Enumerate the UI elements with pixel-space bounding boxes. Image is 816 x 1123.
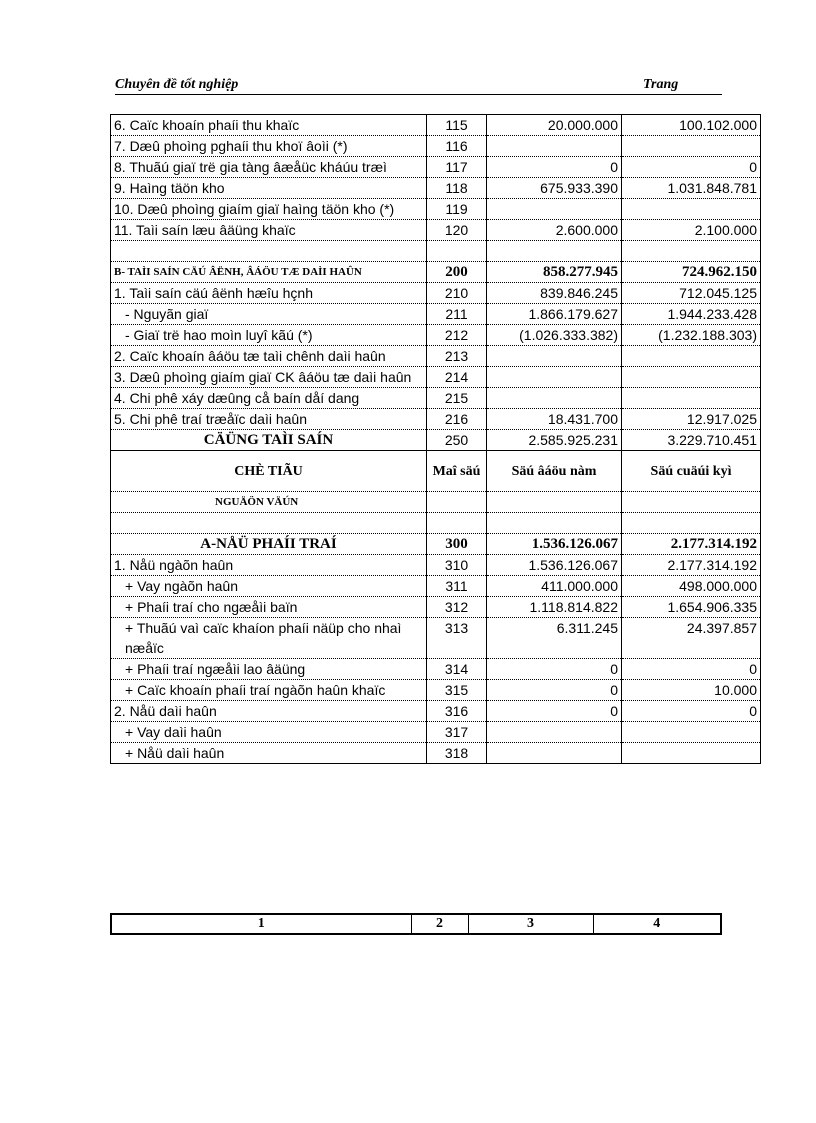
total-assets-row xyxy=(111,430,761,451)
column-number-table xyxy=(110,913,722,935)
row-code: 116 xyxy=(427,136,487,157)
table-row xyxy=(111,220,761,241)
blank-row xyxy=(111,241,761,262)
row-code: 212 xyxy=(427,325,487,346)
balance-sheet-table xyxy=(110,114,761,764)
blank-row xyxy=(111,513,761,534)
row-label: + Thuãú vaì caïc khaíon phaíi näüp cho nhaì næåïc xyxy=(111,618,427,659)
section-heading-row xyxy=(111,492,761,513)
row-start-value: 411.000.000 xyxy=(487,576,622,597)
row-end-value: 498.000.000 xyxy=(622,576,761,597)
row-code: 117 xyxy=(427,157,487,178)
row-start-value xyxy=(487,346,622,367)
table-row xyxy=(111,304,761,325)
row-code: 211 xyxy=(427,304,487,325)
section-b-row xyxy=(111,262,761,283)
row-end-value: 100.102.000 xyxy=(622,115,761,136)
row-label: 4. Chi phê xáy dæûng cå baín dåí dang xyxy=(111,388,427,409)
row-label: 8. Thuãú giaï trë gia tàng âæåüc kháúu træì xyxy=(111,157,427,178)
row-label: + Nåü daìi haûn xyxy=(111,743,427,764)
column-header-row xyxy=(111,451,761,492)
row-start-value xyxy=(487,388,622,409)
row-end-value xyxy=(622,199,761,220)
row-start-value xyxy=(487,722,622,743)
row-start-value: 839.846.245 xyxy=(487,283,622,304)
table-row xyxy=(111,136,761,157)
header-start: Säú âáöu nàm xyxy=(487,451,622,492)
row-start-value xyxy=(487,199,622,220)
row-code: 118 xyxy=(427,178,487,199)
row-label: + Vay daìi haûn xyxy=(111,722,427,743)
row-end-value xyxy=(622,722,761,743)
row-label: 7. Dæû phoìng pghaíi thu khoï âoìi (*) xyxy=(111,136,427,157)
row-end-value: 1.944.233.428 xyxy=(622,304,761,325)
row-start-value: 0 xyxy=(487,701,622,722)
row-code: 214 xyxy=(427,367,487,388)
row-end-value: 0 xyxy=(622,701,761,722)
row-end-value: 0 xyxy=(622,157,761,178)
row-label: 1. Taìi saín cäú âënh hæîu hçnh xyxy=(111,283,427,304)
table-row xyxy=(111,115,761,136)
row-code: 311 xyxy=(427,576,487,597)
row-label: 11. Taìi saín læu âäüng khaïc xyxy=(111,220,427,241)
row-code: 200 xyxy=(427,262,487,283)
row-end-value: 724.962.150 xyxy=(622,262,761,283)
row-code: 310 xyxy=(427,555,487,576)
row-end-value: 2.177.314.192 xyxy=(622,534,761,555)
row-label: + Caïc khoaín phaíi traí ngàõn haûn khaïc xyxy=(111,680,427,701)
row-start-value: 0 xyxy=(487,680,622,701)
row-code: 318 xyxy=(427,743,487,764)
table-row xyxy=(111,178,761,199)
row-label: + Phaíi traí cho ngæåìi baïn xyxy=(111,597,427,618)
row-label: 6. Caïc khoaín phaíi thu khaïc xyxy=(111,115,427,136)
page-header xyxy=(115,76,722,95)
header-code: Maî säú xyxy=(427,451,487,492)
row-code: 210 xyxy=(427,283,487,304)
row-end-value xyxy=(622,136,761,157)
row-end-value: 0 xyxy=(622,659,761,680)
row-end-value: 712.045.125 xyxy=(622,283,761,304)
table-row xyxy=(111,597,761,618)
row-start-value: 6.311.245 xyxy=(487,618,622,659)
table-row xyxy=(111,680,761,701)
row-end-value xyxy=(622,743,761,764)
row-code: 250 xyxy=(427,430,487,451)
row-label: A-NÅÜ PHAÍI TRAÍ xyxy=(111,534,427,555)
row-code: 120 xyxy=(427,220,487,241)
header-indicator: CHÈ TIÃU xyxy=(111,451,427,492)
row-end-value: 10.000 xyxy=(622,680,761,701)
row-start-value: (1.026.333.382) xyxy=(487,325,622,346)
row-start-value: 20.000.000 xyxy=(487,115,622,136)
row-start-value: 2.585.925.231 xyxy=(487,430,622,451)
row-end-value xyxy=(622,346,761,367)
row-start-value xyxy=(487,136,622,157)
row-end-value: 12.917.025 xyxy=(622,409,761,430)
row-end-value: 2.177.314.192 xyxy=(622,555,761,576)
table-row xyxy=(111,157,761,178)
row-start-value xyxy=(487,743,622,764)
row-start-value: 2.600.000 xyxy=(487,220,622,241)
table-row xyxy=(111,555,761,576)
row-label: CÄÜNG TAÌI SAÍN xyxy=(111,430,427,451)
row-end-value: 1.031.848.781 xyxy=(622,178,761,199)
table-row xyxy=(111,743,761,764)
row-label: 3. Dæû phoìng giaím giaï CK âáöu tæ daìi haûn xyxy=(111,367,427,388)
row-code: 119 xyxy=(427,199,487,220)
row-code: 315 xyxy=(427,680,487,701)
row-label: 1. Nåü ngàõn haûn xyxy=(111,555,427,576)
table-row xyxy=(111,618,761,659)
row-code: 313 xyxy=(427,618,487,659)
row-label: + Vay ngàõn haûn xyxy=(111,576,427,597)
row-start-value: 1.536.126.067 xyxy=(487,534,622,555)
row-start-value: 675.933.390 xyxy=(487,178,622,199)
table-row xyxy=(111,199,761,220)
table-row xyxy=(111,409,761,430)
row-label: 5. Chi phê traí træåïc daìi haûn xyxy=(111,409,427,430)
row-end-value: 1.654.906.335 xyxy=(622,597,761,618)
table-row xyxy=(111,283,761,304)
section-heading: NGUÄÖN VÄÚN xyxy=(111,492,427,513)
row-label: 10. Dæû phoìng giaím giaï haìng täön kho (*) xyxy=(111,199,427,220)
row-start-value xyxy=(487,367,622,388)
row-code: 316 xyxy=(427,701,487,722)
row-end-value: (1.232.188.303) xyxy=(622,325,761,346)
row-start-value: 1.866.179.627 xyxy=(487,304,622,325)
table-row xyxy=(111,346,761,367)
table-row xyxy=(111,576,761,597)
row-end-value: 2.100.000 xyxy=(622,220,761,241)
row-code: 115 xyxy=(427,115,487,136)
row-end-value: 24.397.857 xyxy=(622,618,761,659)
column-number: 2 xyxy=(411,914,468,934)
row-label: 2. Caïc khoaín âáöu tæ taìi chênh daìi haûn xyxy=(111,346,427,367)
row-start-value: 858.277.945 xyxy=(487,262,622,283)
row-label: - Nguyãn giaï xyxy=(111,304,427,325)
section-a-row xyxy=(111,534,761,555)
row-start-value: 1.536.126.067 xyxy=(487,555,622,576)
table-row xyxy=(111,701,761,722)
column-number: 1 xyxy=(111,914,411,934)
table-row xyxy=(111,659,761,680)
row-label: B- TAÌI SAÍN CÄÚ ÂËNH, ÂÁÖU TÆ DAÌI HAÛN xyxy=(111,262,427,283)
row-start-value: 1.118.814.822 xyxy=(487,597,622,618)
column-number: 4 xyxy=(593,914,721,934)
column-number-row xyxy=(111,914,721,934)
table-row xyxy=(111,325,761,346)
row-code: 300 xyxy=(427,534,487,555)
row-end-value xyxy=(622,388,761,409)
table-row xyxy=(111,367,761,388)
row-code: 312 xyxy=(427,597,487,618)
row-start-value: 0 xyxy=(487,659,622,680)
document-title: Chuyên đề tốt nghiệp xyxy=(115,77,239,92)
row-code: 213 xyxy=(427,346,487,367)
row-code: 215 xyxy=(427,388,487,409)
row-code: 216 xyxy=(427,409,487,430)
row-label: 2. Nåü daìi haûn xyxy=(111,701,427,722)
page-label: Trang xyxy=(643,77,679,92)
row-code: 317 xyxy=(427,722,487,743)
row-start-value: 18.431.700 xyxy=(487,409,622,430)
header-end: Säú cuäúi kyì xyxy=(622,451,761,492)
row-label: 9. Haìng täön kho xyxy=(111,178,427,199)
table-row xyxy=(111,388,761,409)
table-row xyxy=(111,722,761,743)
row-label: + Phaíi traí ngæåìi lao âäüng xyxy=(111,659,427,680)
row-start-value: 0 xyxy=(487,157,622,178)
row-end-value xyxy=(622,367,761,388)
row-label: - Giaï trë hao moìn luyî kãú (*) xyxy=(111,325,427,346)
column-number: 3 xyxy=(468,914,593,934)
row-code: 314 xyxy=(427,659,487,680)
row-end-value: 3.229.710.451 xyxy=(622,430,761,451)
